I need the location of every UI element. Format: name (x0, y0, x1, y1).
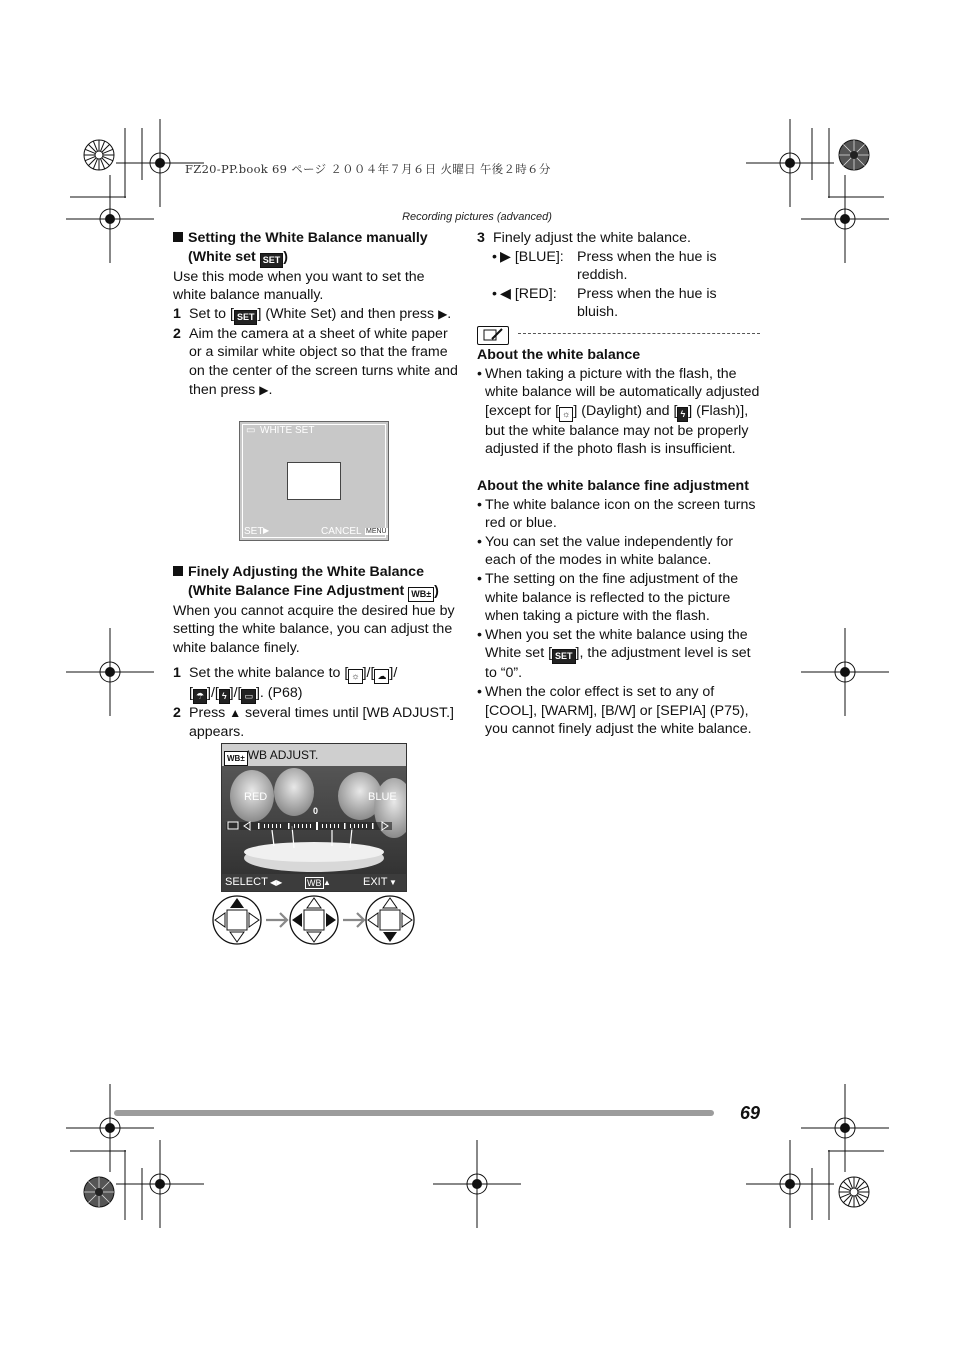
white-set-screen (239, 421, 389, 541)
flash-wb-icon: ϟ (219, 689, 230, 704)
down-arrow-icon: ▼ (389, 878, 397, 887)
set-label: SET (244, 526, 264, 537)
red-label: RED (244, 791, 268, 803)
flash-wb-icon: ϟ (677, 407, 688, 422)
fine-bullet-4: • When you set the white balance using the White set [ SET ], the adjustment level is set to “0”. (477, 626, 751, 682)
wb-adjust-screen (221, 743, 407, 892)
daylight-icon: ☼ (559, 407, 573, 422)
shade-icon: ☂ (193, 689, 207, 704)
blue-desc: Press when the hue is reddish. (577, 248, 717, 284)
left-right-arrows-icon: ◀▶ (270, 878, 283, 887)
right-column-notes (477, 346, 762, 739)
white-frame (287, 462, 341, 500)
cursor-pad-right-pressed (290, 896, 338, 944)
print-header: FZ20-PP.book 69 ページ ２００４年７月６日 火曜日 午後２時６分 (185, 162, 551, 176)
daylight-icon: ☼ (348, 669, 362, 684)
right-arrow-icon: ▶ (259, 382, 269, 397)
wb-adjust-icon: WB (307, 878, 322, 888)
white-set-icon: SET (234, 310, 258, 325)
zero-marker: 0 (313, 806, 319, 816)
white-set-icon: ▭ (241, 689, 256, 704)
fine-bullet-2: • You can set the value independently for each of the modes in white balance. (477, 533, 733, 569)
page-number: 69 (740, 1103, 761, 1123)
right-column (477, 229, 762, 322)
white-set-screen-icon: ▭ (246, 425, 256, 436)
note-divider (518, 333, 760, 334)
section-intro: Use this mode when you want to set the white balance manually. (173, 268, 425, 304)
square-bullet-icon (173, 566, 183, 576)
arrow-right-icon (266, 913, 287, 927)
up-arrow-icon: ▲ (323, 878, 331, 887)
arrow-right-icon (343, 913, 364, 927)
wb-adjust-titlebar: WB± WB ADJUST. (222, 744, 406, 766)
left-column (173, 229, 458, 399)
red-key: ◀ [RED]: (500, 285, 557, 302)
right-arrow-icon: ▶ (438, 306, 448, 321)
blue-label: BLUE (368, 791, 397, 803)
right-arrow-icon: ▶ (263, 526, 270, 535)
select-label: SELECT (225, 876, 268, 888)
cloudy-icon: ☁ (374, 669, 389, 684)
square-bullet-icon (173, 232, 183, 242)
about-wb-heading: About the white balance (477, 347, 641, 363)
white-set-screen-title: WHITE SET (260, 425, 315, 436)
about-fine-heading: About the white balance fine adjustment (477, 477, 749, 494)
wb-adjust-icon: WB± (408, 587, 434, 602)
cursor-pad-up-pressed (213, 896, 261, 944)
left-column-lower (173, 563, 458, 742)
red-desc: Press when the hue is bluish. (577, 285, 717, 321)
menu-icon: MENU (366, 528, 387, 535)
step-1: 1 Set to [ SET ] (White Set) and then press ▶. (173, 305, 458, 325)
step-2: 2 Aim the camera at a sheet of white paper or a similar white object so that the frame on the center of the screen turns white and then press ▶. (173, 325, 458, 398)
section-intro-2: When you cannot acquire the desired hue by setting the white balance, you can adjust the white balance finely. (173, 602, 455, 656)
step-3: 3 Finely adjust the white balance. (477, 230, 691, 246)
section-heading-fine-adjust: Finely Adjusting the White Balance (White Balance Fine Adjustment WB± ) (173, 563, 458, 602)
wb-adjust-bottombar (222, 874, 406, 891)
exit-label: EXIT (363, 876, 388, 888)
about-wb-bullet: • When taking a picture with the flash, the white balance will be automatically adjusted [except for [ ☼ ] (Daylight) and [ ϟ ] (Flash)], but the white balance may not be properly adjusted if the photo flash is insufficient. (477, 365, 760, 458)
red-row: • ◀ [RED]: Press when the hue is bluish. (477, 285, 762, 322)
cursor-pad-down-pressed (366, 896, 414, 944)
running-head: Recording pictures (advanced) (402, 211, 552, 223)
step-2-fine: 2 Press ▲ several times until [WB ADJUST.] appears. (173, 705, 454, 740)
section-heading-white-set: Setting the White Balance manually (White set SET ) (173, 229, 458, 268)
step-1-fine: 1 Set the white balance to [ ☼ ]/[ ☁ ]/ [ ☂ ]/[ ϟ ]/[ ▭ ]. (P68) (173, 664, 458, 704)
blue-key: ▶ [BLUE]: (500, 248, 564, 265)
wb-adjust-icon: WB± (224, 751, 248, 766)
cursor-button-diagrams (210, 893, 420, 947)
white-set-icon: SET (260, 253, 284, 268)
cancel-label: CANCEL (321, 526, 362, 537)
up-arrow-icon: ▲ (229, 706, 242, 721)
footer-bar (114, 1110, 714, 1116)
blue-row: • ▶ [BLUE]: Press when the hue is reddish. (477, 248, 762, 285)
fine-bullet-5: • When the color effect is set to any of [COOL], [WARM], [B/W] or [SEPIA] (P75), you cannot finely adjust the white balance. (477, 683, 752, 738)
white-set-icon: SET (552, 649, 576, 664)
note-icon (477, 326, 509, 345)
sample-photo (222, 766, 406, 874)
fine-bullet-3: • The setting on the fine adjustment of the white balance is reflected to the picture when taking a picture with the flash. (477, 570, 739, 625)
fine-bullet-1: • The white balance icon on the screen turns red or blue. (477, 496, 756, 532)
